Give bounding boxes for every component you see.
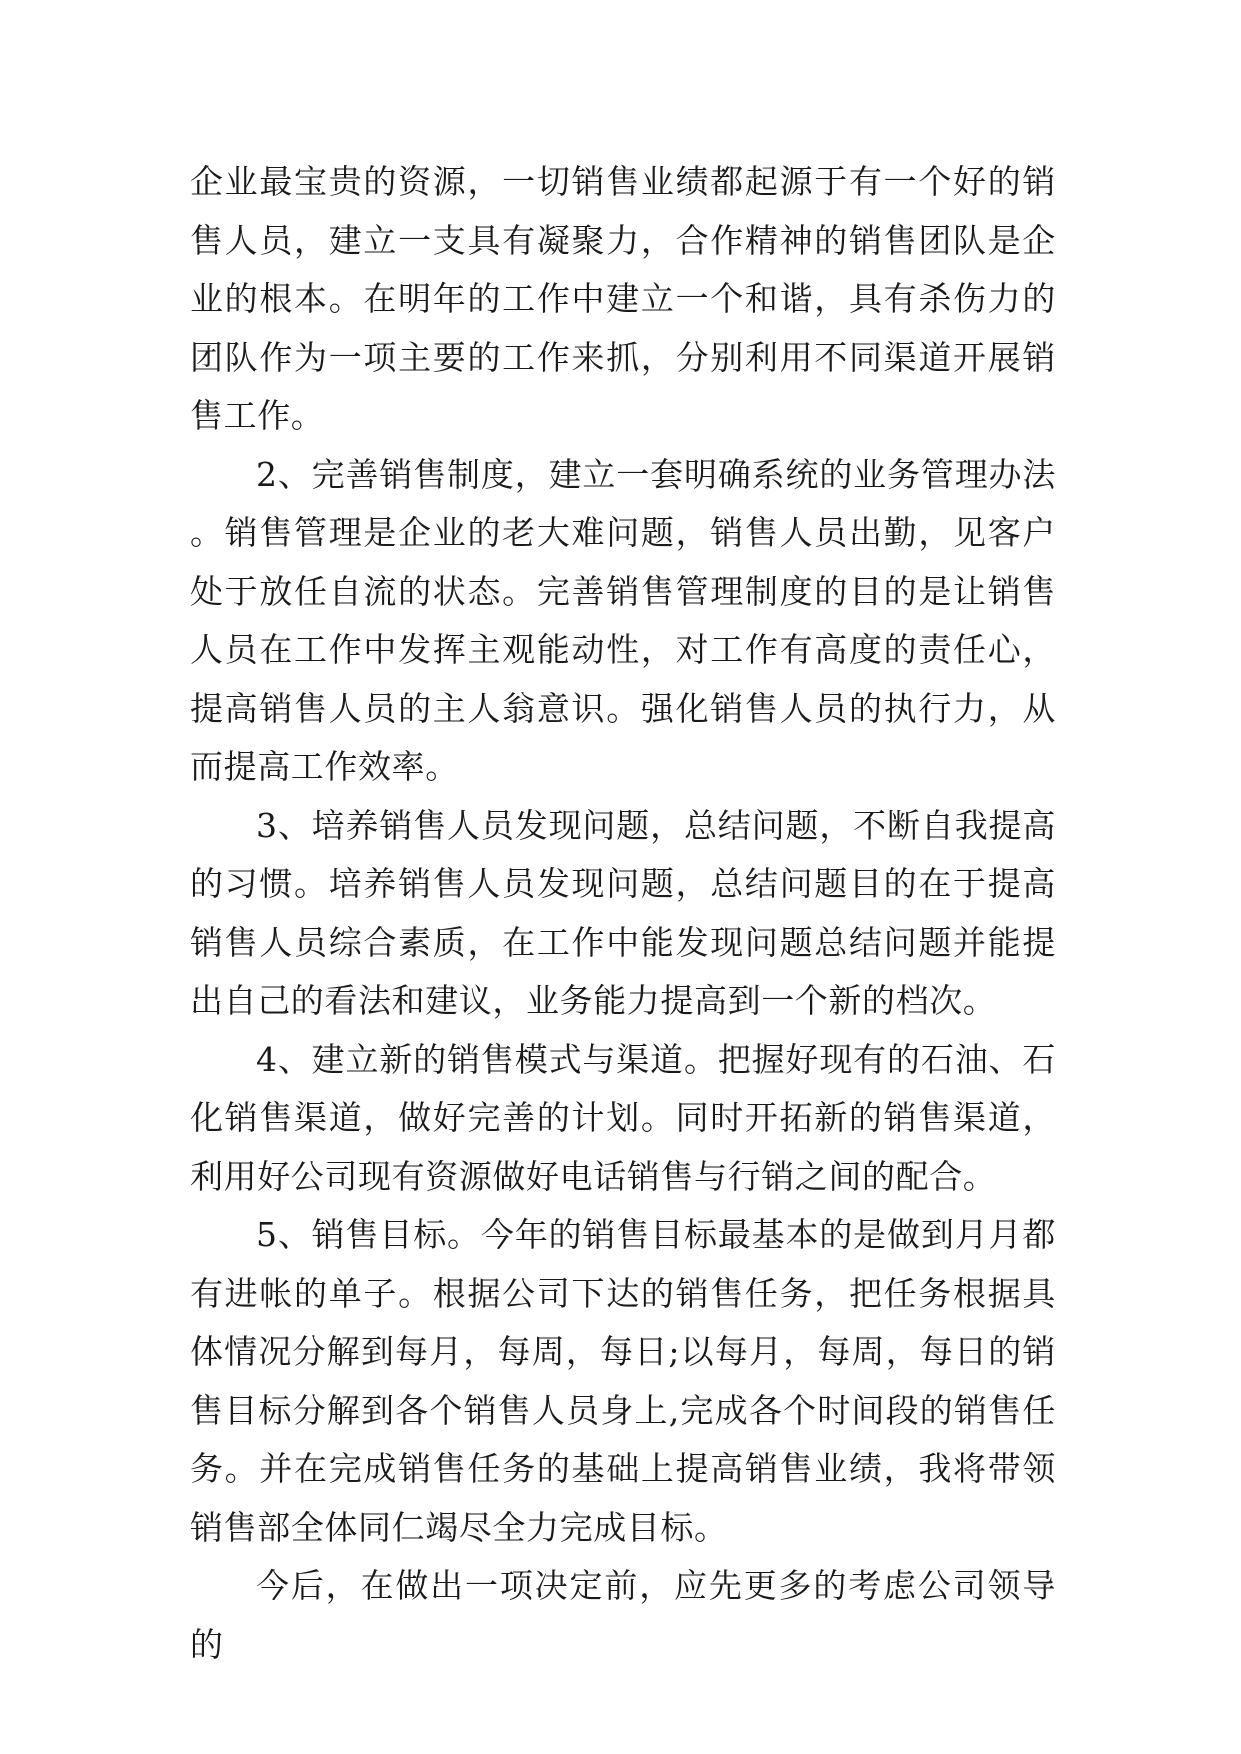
paragraph-closing: 今后，在做出一项决定前，应先更多的考虑公司领导的: [190, 1566, 1056, 1664]
paragraph-item-2: 2、完善销售制度，建立一套明确系统的业务管理办法。销售管理是企业的老大难问题，销售人员出勤，见客户处于放任自流的状态。完善销售管理制度的目的是让销售人员在工作中发挥主观能动性，对工作有高度的责任心，提高销售人员的主人翁意识。强化销售人员的执行力，从而提高工作效率。: [190, 454, 1056, 786]
document-body: [190, 153, 1056, 1674]
paragraph-item-3: 3、培养销售人员发现问题，总结问题，不断自我提高的习惯。培养销售人员发现问题，总结问题目的在于提高销售人员综合素质，在工作中能发现问题总结问题并能提出自己的看法和建议，业务能力提高到一个新的档次。: [190, 805, 1056, 1020]
paragraph-item-5: 5、销售目标。今年的销售目标最基本的是做到月月都有进帐的单子。根据公司下达的销售任务，把任务根据具体情况分解到每月，每周，每日;以每月，每周，每日的销售目标分解到各个销售人员身上,完成各个时间段的销售任务。并在完成销售任务的基础上提高销售业绩，我将带领销售部全体同仁竭尽全力完成目标。: [190, 1215, 1056, 1547]
paragraph-item-4: 4、建立新的销售模式与渠道。把握好现有的石油、石化销售渠道，做好完善的计划。同时开拓新的销售渠道，利用好公司现有资源做好电话销售与行销之间的配合。: [190, 1039, 1056, 1196]
paragraph-intro: 企业最宝贵的资源，一切销售业绩都起源于有一个好的销售人员，建立一支具有凝聚力，合作精神的销售团队是企业的根本。在明年的工作中建立一个和谐，具有杀伤力的团队作为一项主要的工作来抓，分别利用不同渠道开展销售工作。: [190, 162, 1056, 435]
